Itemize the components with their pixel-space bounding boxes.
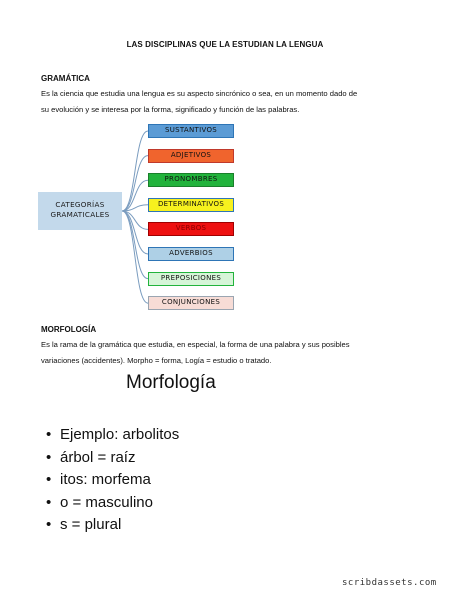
watermark: scribdassets.com <box>342 578 437 588</box>
morfologia-paragraph <box>41 337 413 369</box>
gramatica-paragraph <box>41 86 413 118</box>
morfologia-line-1: Es la rama de la gramática que estudia, en especial, la forma de una palabra y sus posibles <box>41 340 350 349</box>
morfologia-line-2: variaciones (accidentes). Morpho = forma, Logía = estudio o tratado. <box>41 356 272 365</box>
gramatica-heading: GRAMÁTICA <box>41 74 90 83</box>
categorias-diagram <box>38 119 238 317</box>
bullet-item <box>46 424 179 447</box>
slide-title: Morfología <box>126 372 216 393</box>
category-box-adjetivos: ADJETIVOS <box>148 149 234 163</box>
bullet-text: o = masculino <box>60 493 153 511</box>
gramatica-line-1: Es la ciencia que estudia una lengua es su aspecto sincrónico o sea, en un momento dado de <box>41 89 358 98</box>
connector-line <box>122 211 148 279</box>
category-box-sustantivos: SUSTANTIVOS <box>148 124 234 138</box>
gramatica-line-2: su evolución y se interesa por la forma, significado y función de las palabras. <box>41 105 300 114</box>
bullet-text: árbol = raíz <box>60 448 136 466</box>
page-title: LAS DISCIPLINAS QUE LA ESTUDIAN LA LENGUA <box>126 40 324 49</box>
category-box-pronombres: PRONOMBRES <box>148 173 234 187</box>
bullet-item <box>46 469 179 492</box>
root-label-line-2: GRAMATICALES <box>50 210 110 219</box>
category-box-verbos: VERBOS <box>148 222 234 236</box>
example-bullet-list <box>46 424 179 537</box>
bullet-dot-icon: • <box>46 426 52 443</box>
category-box-preposiciones: PREPOSICIONES <box>148 272 234 286</box>
root-label-line-1: CATEGORÍAS <box>55 200 105 209</box>
categorias-gramaticales-box <box>38 192 122 230</box>
bullet-item <box>46 514 179 537</box>
bullet-text: s = plural <box>60 516 122 533</box>
bullet-dot-icon: • <box>46 448 52 466</box>
bullet-text: itos: morfema <box>60 471 151 488</box>
connector-line <box>122 156 148 211</box>
bullet-text: Ejemplo: arbolitos <box>60 426 180 443</box>
category-box-conjunciones: CONJUNCIONES <box>148 296 234 310</box>
connector-line <box>122 131 148 211</box>
bullet-dot-icon: • <box>46 493 52 511</box>
connector-line <box>122 211 148 303</box>
bullet-item <box>46 492 179 515</box>
bullet-dot-icon: • <box>46 516 52 533</box>
category-box-determinativos: DETERMINATIVOS <box>148 198 234 212</box>
morfologia-heading: MORFOLOGÍA <box>41 325 97 334</box>
category-box-adverbios: ADVERBIOS <box>148 247 234 261</box>
bullet-item <box>46 447 179 470</box>
bullet-dot-icon: • <box>46 471 52 488</box>
